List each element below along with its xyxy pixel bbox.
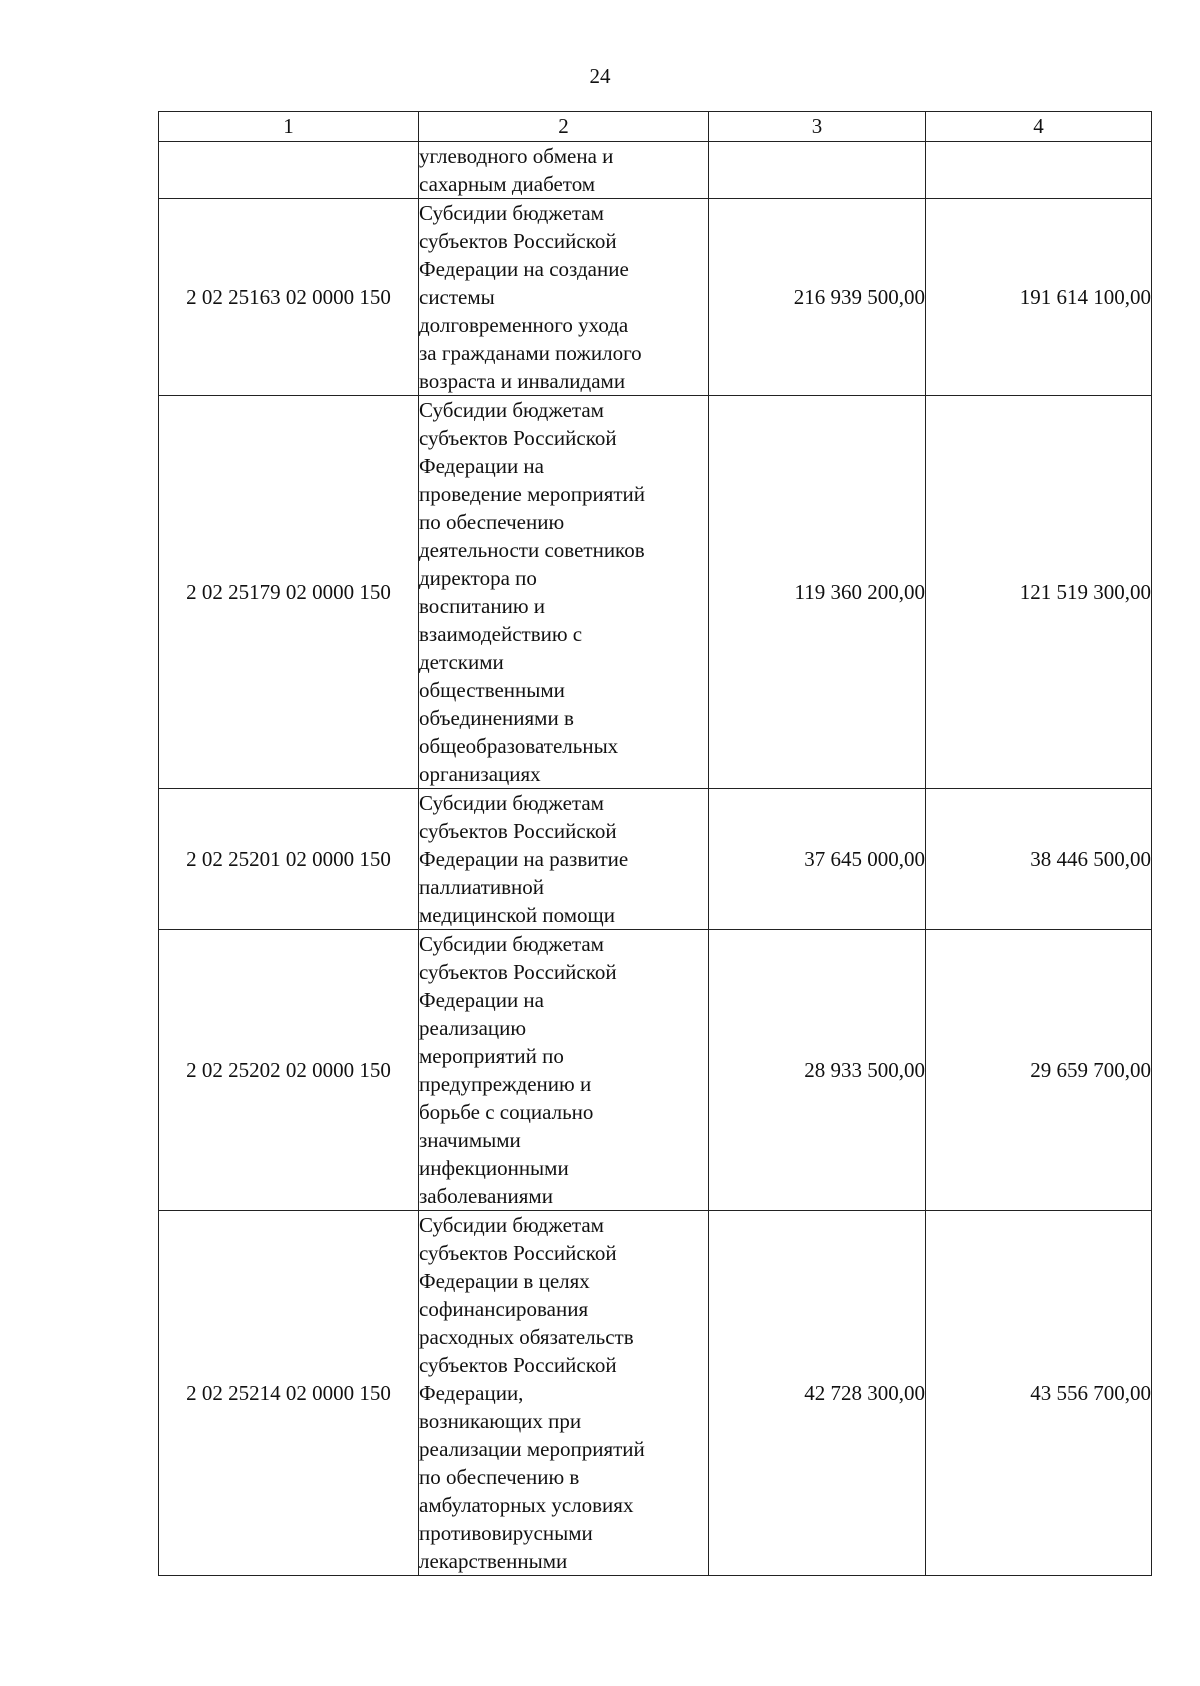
amount-column-4-cell: 43 556 700,00 [926, 1211, 1152, 1576]
description-cell [419, 396, 709, 789]
amount-column-3-cell: 119 360 200,00 [709, 396, 926, 789]
description-line: детскими [419, 650, 504, 674]
description-line: взаимодействию с [419, 622, 583, 646]
description-cell [419, 930, 709, 1211]
description-line: расходных обязательств [419, 1325, 634, 1349]
description-line: субъектов Российской [419, 1353, 617, 1377]
amount-column-3-cell [709, 142, 926, 199]
description-line: возникающих при [419, 1409, 582, 1433]
description-line: противовирусными [419, 1521, 593, 1545]
description-line: Федерации в целях [419, 1269, 590, 1293]
description-line: Федерации на [419, 988, 544, 1012]
table-header [159, 112, 1152, 142]
table-row [159, 142, 1152, 199]
budget-code-cell: 2 02 25202 02 0000 150 [159, 930, 419, 1211]
description-line: организациях [419, 762, 541, 786]
description-line: инфекционными [419, 1156, 569, 1180]
description-line: реализацию [419, 1016, 527, 1040]
amount-column-4-cell [926, 142, 1152, 199]
description-line: Субсидии бюджетам [419, 398, 604, 422]
amount-column-3-cell: 37 645 000,00 [709, 789, 926, 930]
description-line: по обеспечению в [419, 1465, 580, 1489]
description-line: реализации мероприятий [419, 1437, 645, 1461]
table-row [159, 1211, 1152, 1576]
description-line: системы [419, 285, 495, 309]
description-cell [419, 1211, 709, 1576]
description-line: Федерации на [419, 454, 544, 478]
description-line: амбулаторных условиях [419, 1493, 634, 1517]
budget-code-cell: 2 02 25163 02 0000 150 [159, 199, 419, 396]
description-line: Федерации на создание [419, 257, 629, 281]
description-line: субъектов Российской [419, 1241, 617, 1265]
description-line: директора по [419, 566, 537, 590]
column-header-2: 2 [419, 112, 709, 142]
column-header-4: 4 [926, 112, 1152, 142]
description-line: Федерации, [419, 1381, 524, 1405]
amount-column-4-cell: 191 614 100,00 [926, 199, 1152, 396]
amount-column-3-cell: 42 728 300,00 [709, 1211, 926, 1576]
table-row [159, 930, 1152, 1211]
description-line: за гражданами пожилого [419, 341, 642, 365]
description-cell [419, 142, 709, 199]
description-line: объединениями в [419, 706, 574, 730]
description-line: общеобразовательных [419, 734, 619, 758]
table-row [159, 396, 1152, 789]
table-row [159, 789, 1152, 930]
description-line: сахарным диабетом [419, 172, 596, 196]
description-line: медицинской помощи [419, 903, 615, 927]
description-line: субъектов Российской [419, 229, 617, 253]
description-line: Федерации на развитие [419, 847, 629, 871]
description-line: Субсидии бюджетам [419, 791, 604, 815]
description-line: паллиативной [419, 875, 545, 899]
column-header-3: 3 [709, 112, 926, 142]
description-line: субъектов Российской [419, 426, 617, 450]
amount-column-4-cell: 38 446 500,00 [926, 789, 1152, 930]
amount-column-3-cell: 28 933 500,00 [709, 930, 926, 1211]
budget-code-cell: 2 02 25179 02 0000 150 [159, 396, 419, 789]
description-line: проведение мероприятий [419, 482, 646, 506]
description-line: субъектов Российской [419, 960, 617, 984]
description-cell [419, 199, 709, 396]
description-line: воспитанию и [419, 594, 545, 618]
description-line: софинансирования [419, 1297, 589, 1321]
description-line: мероприятий по [419, 1044, 564, 1068]
amount-column-4-cell: 121 519 300,00 [926, 396, 1152, 789]
description-line: долговременного ухода [419, 313, 629, 337]
description-line: значимыми [419, 1128, 521, 1152]
budget-table [158, 111, 1152, 1576]
description-line: Субсидии бюджетам [419, 1213, 604, 1237]
column-header-1: 1 [159, 112, 419, 142]
description-line: субъектов Российской [419, 819, 617, 843]
page-number: 24 [589, 64, 611, 88]
description-line: заболеваниями [419, 1184, 553, 1208]
description-line: деятельности советников [419, 538, 645, 562]
description-line: предупреждению и [419, 1072, 592, 1096]
description-line: борьбе с социально [419, 1100, 594, 1124]
description-line: Субсидии бюджетам [419, 932, 604, 956]
table-body [159, 142, 1152, 1576]
description-cell [419, 789, 709, 930]
description-line: углеводного обмена и [419, 144, 614, 168]
description-line: Субсидии бюджетам [419, 201, 604, 225]
description-line: лекарственными [419, 1549, 568, 1573]
budget-code-cell: 2 02 25201 02 0000 150 [159, 789, 419, 930]
budget-code-cell [159, 142, 419, 199]
amount-column-3-cell: 216 939 500,00 [709, 199, 926, 396]
description-line: возраста и инвалидами [419, 369, 626, 393]
description-line: по обеспечению [419, 510, 565, 534]
header-row [159, 112, 1152, 142]
table-row [159, 199, 1152, 396]
description-line: общественными [419, 678, 565, 702]
budget-code-cell: 2 02 25214 02 0000 150 [159, 1211, 419, 1576]
amount-column-4-cell: 29 659 700,00 [926, 930, 1152, 1211]
